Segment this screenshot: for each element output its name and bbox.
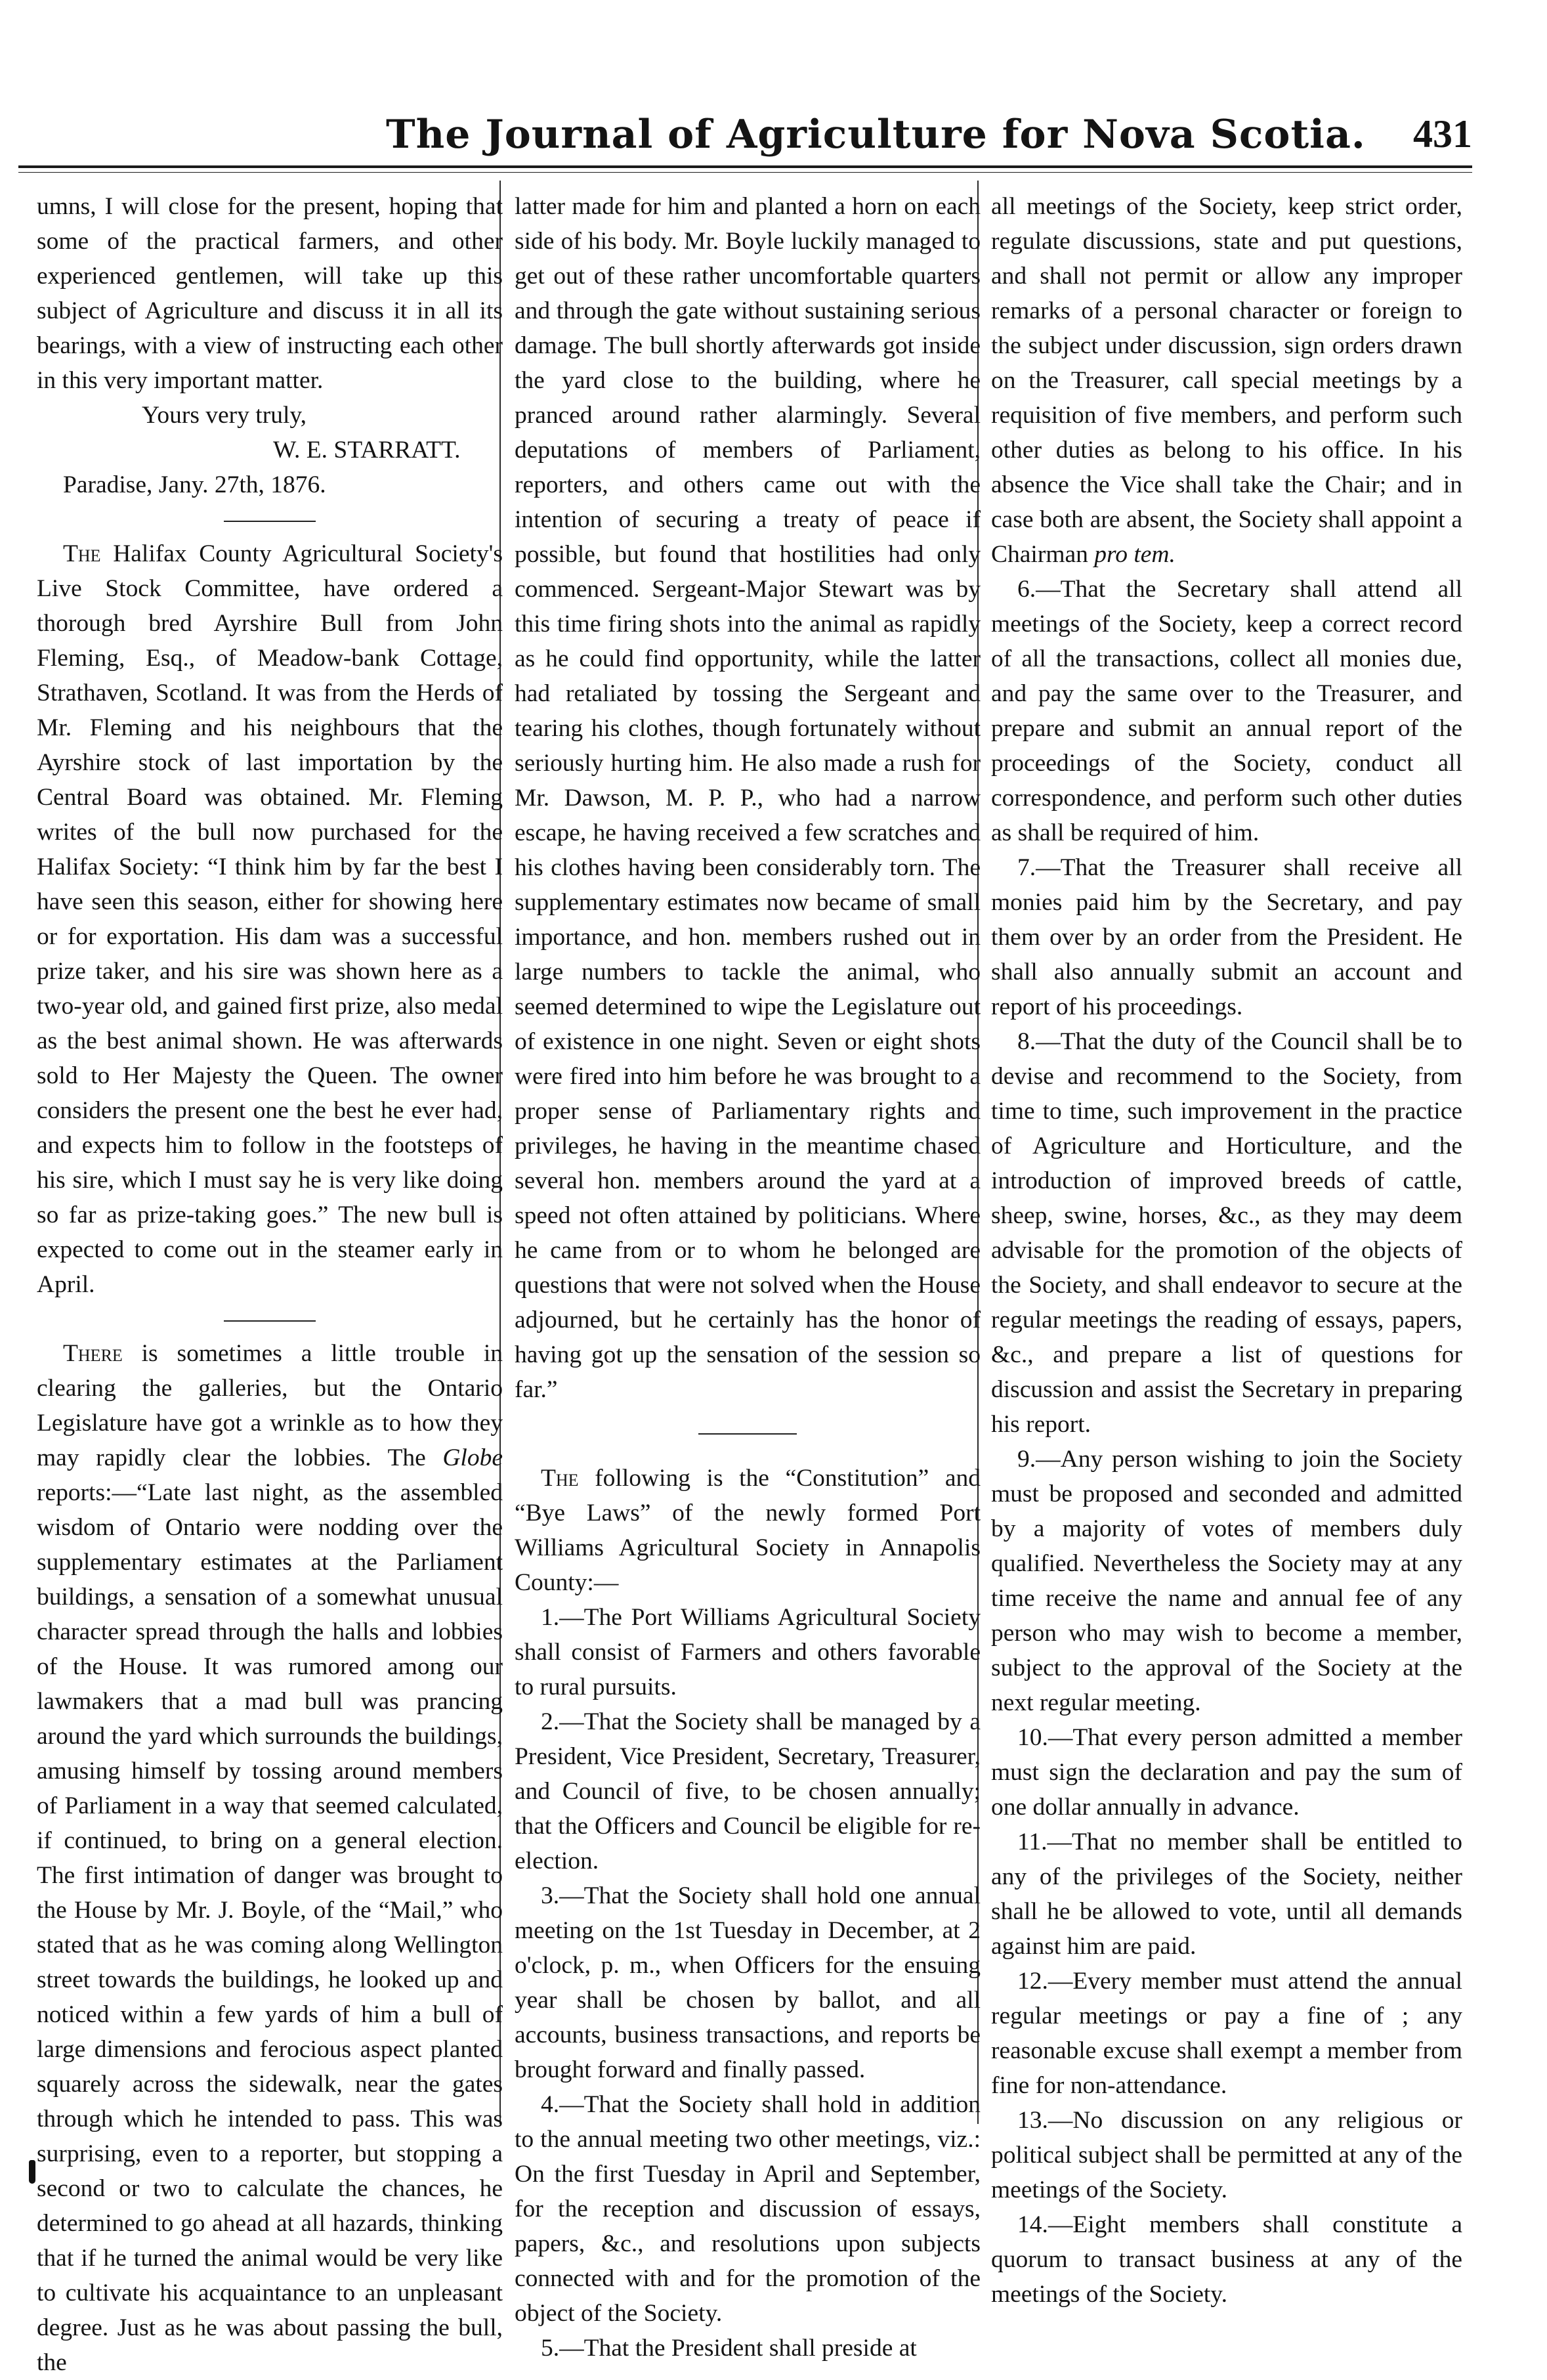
column-1	[37, 189, 503, 2380]
section-separator	[224, 1320, 316, 1322]
rule-12: 12.—Every member must attend the annual regular meetings or pay a fine of ; any reasonable excuse shall exempt a member from fine for non-attendance.	[991, 1968, 1462, 2099]
constitution-intro	[515, 1461, 981, 1600]
paragraph-text: reports:—“Late last night, as the assembled wisdom of Ontario were nodding over the supplementary estimates at the Parliament buildings, a sensation of a somewhat unusual character spread through the halls and lobbies of the House. It was rumored among our lawmakers that a mad bull was prancing around the yard which surrounds the buildings, amusing himself by tossing around members of Parliament in a way that seemed calculated, if continued, to bring on a general election. The first intimation of danger was brought to the House by Mr. J. Boyle, of the “Mail,” who stated that as he was coming along Wellington street towards the buildings, he looked up and noticed within a few yards of him a bull of large dimensions and ferocious aspect planted squarely across the sidewalk, near the gates through which he intended to pass. This was surprising, even to a reporter, but stopping a second or two to calculate the chances, he determined to go ahead at all hazards, thinking that if he turned the animal would be very like to cultivate his acquaintance to an unpleasant degree. Just as he was about passing the bull, the	[37, 1479, 503, 2376]
page-header	[18, 92, 1472, 177]
paragraph-text: is sometimes a little trouble in clearing the galleries, but the Ontario Legislature have got a wrinkle as to how they may rapidly clear the lobbies. The	[37, 1340, 503, 1471]
lead-word: There	[63, 1340, 123, 1367]
mad-bull-continuation: latter made for him and planted a horn on each side of his body. Mr. Boyle luckily managed to get out of these rather uncomfortable quarters and through the gate without sustaining serious damage. The bull shortly afterwards got inside the yard close to the building, where he pranced around rather alarmingly. Several deputations of members of Parliament, reporters, and others came out with the intention of securing a treaty of peace if possible, but found that hostilities had only commenced. Sergeant-Major Stewart was by this time firing shots into the animal as rapidly as he could find opportunity, while the latter had retaliated by tossing the Sergeant and tearing his clothes, though fortunately without seriously hurting him. He also made a rush for Mr. Dawson, M. P. P., who had a narrow escape, he having received a few scratches and his clothes having been considerably torn. The supplementary estimates now became of small importance, and hon. members rushed out in large numbers to tackle the animal, who seemed determined to wipe the Legislature out of existence in one night. Seven or eight shots were fired into him before he was brought to a proper sense of Parliamentary rights and privileges, he having in the meantime chased several hon. members around the yard at a speed not often attained by politicians. Where he came from or to whom he belonged are questions that were not solved when the House adjourned, but he certainly has the honor of having got up the sensation of the session so far.”	[515, 193, 981, 1403]
column-2	[515, 189, 981, 2366]
signature-closing: Yours very truly,	[142, 402, 307, 429]
rule-3: 3.—That the Society shall hold one annual meeting on the 1st Tuesday in December, at 2 o'clock, p. m., when Officers for the ensuing year shall be chosen by ballot, and all accounts, business transactions, and reports be brought forward and finally passed.	[515, 1882, 981, 2083]
signature-date: Paradise, Jany. 27th, 1876.	[63, 471, 326, 498]
lead-word: The	[541, 1465, 579, 1492]
rule-13: 13.—No discussion on any religious or political subject shall be permitted at any of the meetings of the Society.	[991, 2107, 1462, 2203]
rule-11: 11.—That no member shall be entitled to any of the privileges of the Society, neither shall he be allowed to vote, until all demands against him are paid.	[991, 1828, 1462, 1960]
pro-tem: pro tem.	[1094, 541, 1176, 568]
mad-bull-paragraph	[37, 1336, 503, 2380]
header-rule-thick	[18, 165, 1472, 168]
starratt-letter-ending: umns, I will close for the present, hoping that some of the practical farmers, and other experienced gentlemen, will take up this subject of Agriculture and discuss it in all its bearings, with a view of instructing each other in this very important matter.	[37, 193, 503, 394]
letter-signature	[37, 398, 503, 502]
rule-2: 2.—That the Society shall be managed by a President, Vice President, Secretary, Treasurer, and Council of five, to be chosen annually; that the Officers and Council be eligible for re-election.	[515, 1708, 981, 1874]
margin-ink-mark	[29, 2160, 35, 2184]
rule-6: 6.—That the Secretary shall attend all meetings of the Society, keep a correct record of all the transactions, collect all monies due, and pay the same over to the Treasurer, and prepare and submit an annual report of the proceedings of the Society, conduct all correspondence, and perform such other duties as shall be required of him.	[991, 576, 1462, 846]
paragraph-text: Halifax County Agricultural Society's Live Stock Committee, have ordered a thorough bred Ayrshire Bull from John Fleming, Esq., of Meadow-bank Cottage, Strathaven, Scotland. It was from the Herds of Mr. Fleming and his neighbours that the Ayrshire stock of last importation by the Central Board was obtained. Mr. Fleming writes of the bull now purchased for the Halifax Society: “I think him by far the best I have seen this season, either for showing here or for exportation. His dam was a successful prize taker, and his sire was shown here as a two-year old, and gained first prize, also medal as the best animal shown. He was afterwards sold to Her Majesty the Queen. The owner considers the present one the best he ever had, and expects him to follow in the footsteps of his sire, which I must say he is very like doing so far as prize-taking goes.” The new bull is expected to come out in the steamer early in April.	[37, 540, 503, 1298]
signature-name: W. E. STARRATT.	[273, 437, 461, 464]
ayrshire-bull-paragraph	[37, 536, 503, 1302]
lead-word: The	[63, 540, 101, 567]
section-separator	[698, 1433, 797, 1435]
rule-1: 1.—The Port Williams Agricultural Society shall consist of Farmers and others favorable to rural pursuits.	[515, 1604, 981, 1700]
running-title: The Journal of Agriculture for Nova Scotia.	[386, 112, 1366, 158]
column-3	[991, 189, 1462, 2312]
rule-14: 14.—Eight members shall constitute a quorum to transact business at any of the meetings of the Society.	[991, 2211, 1462, 2308]
globe-title: Globe	[442, 1444, 503, 1471]
rule-7: 7.—That the Treasurer shall receive all monies paid him by the Secretary, and pay them over by an order from the President. He shall also annually submit an account and report of his proceedings.	[991, 854, 1462, 1020]
page-number: 431	[1413, 112, 1472, 156]
header-rule-thin	[18, 172, 1472, 173]
paragraph-text: following is the “Constitution” and “Bye Laws” of the newly formed Port Williams Agricultural Society in Annapolis County:—	[515, 1465, 981, 1596]
rule-8: 8.—That the duty of the Council shall be to devise and recommend to the Society, from time to time, such improvement in the practice of Agriculture and Horticulture, and the introduction of improved breeds of cattle, sheep, swine, horses, &c., as they may deem advisable for the promotion of the objects of the Society, and shall endeavor to secure at the regular meetings the reading of essays, papers, &c., and prepare a list of questions for discussion and assist the Secretary in preparing his report.	[991, 1028, 1462, 1438]
rule-5-continuation	[991, 189, 1462, 572]
rule-10: 10.—That every person admitted a member must sign the declaration and pay the sum of one dollar annually in advance.	[991, 1724, 1462, 1821]
rule-5-start: 5.—That the President shall preside at	[541, 2335, 917, 2362]
paragraph-text: all meetings of the Society, keep strict order, regulate discussions, state and put questions, and shall not permit or allow any improper remarks of a personal character or foreign to the subject under discussion, sign orders drawn on the Treasurer, call special meetings by a requisition of five members, and perform such other duties as belong to his office. In his absence the Vice shall take the Chair; and in case both are absent, the Society shall appoint a Chairman	[991, 193, 1462, 568]
section-separator	[224, 521, 316, 522]
rule-4: 4.—That the Society shall hold in addition to the annual meeting two other meetings, viz.: On the first Tuesday in April and September, for the reception and discussion of essays, papers, &c., and resolutions upon subjects connected with and for the promotion of the object of the Society.	[515, 2091, 981, 2327]
rule-9: 9.—Any person wishing to join the Society must be proposed and seconded and admitted by a majority of votes of members duly qualified. Nevertheless the Society may at any time receive the name and annual fee of any person who may wish to become a member, subject to the approval of the Society at the next regular meeting.	[991, 1446, 1462, 1716]
